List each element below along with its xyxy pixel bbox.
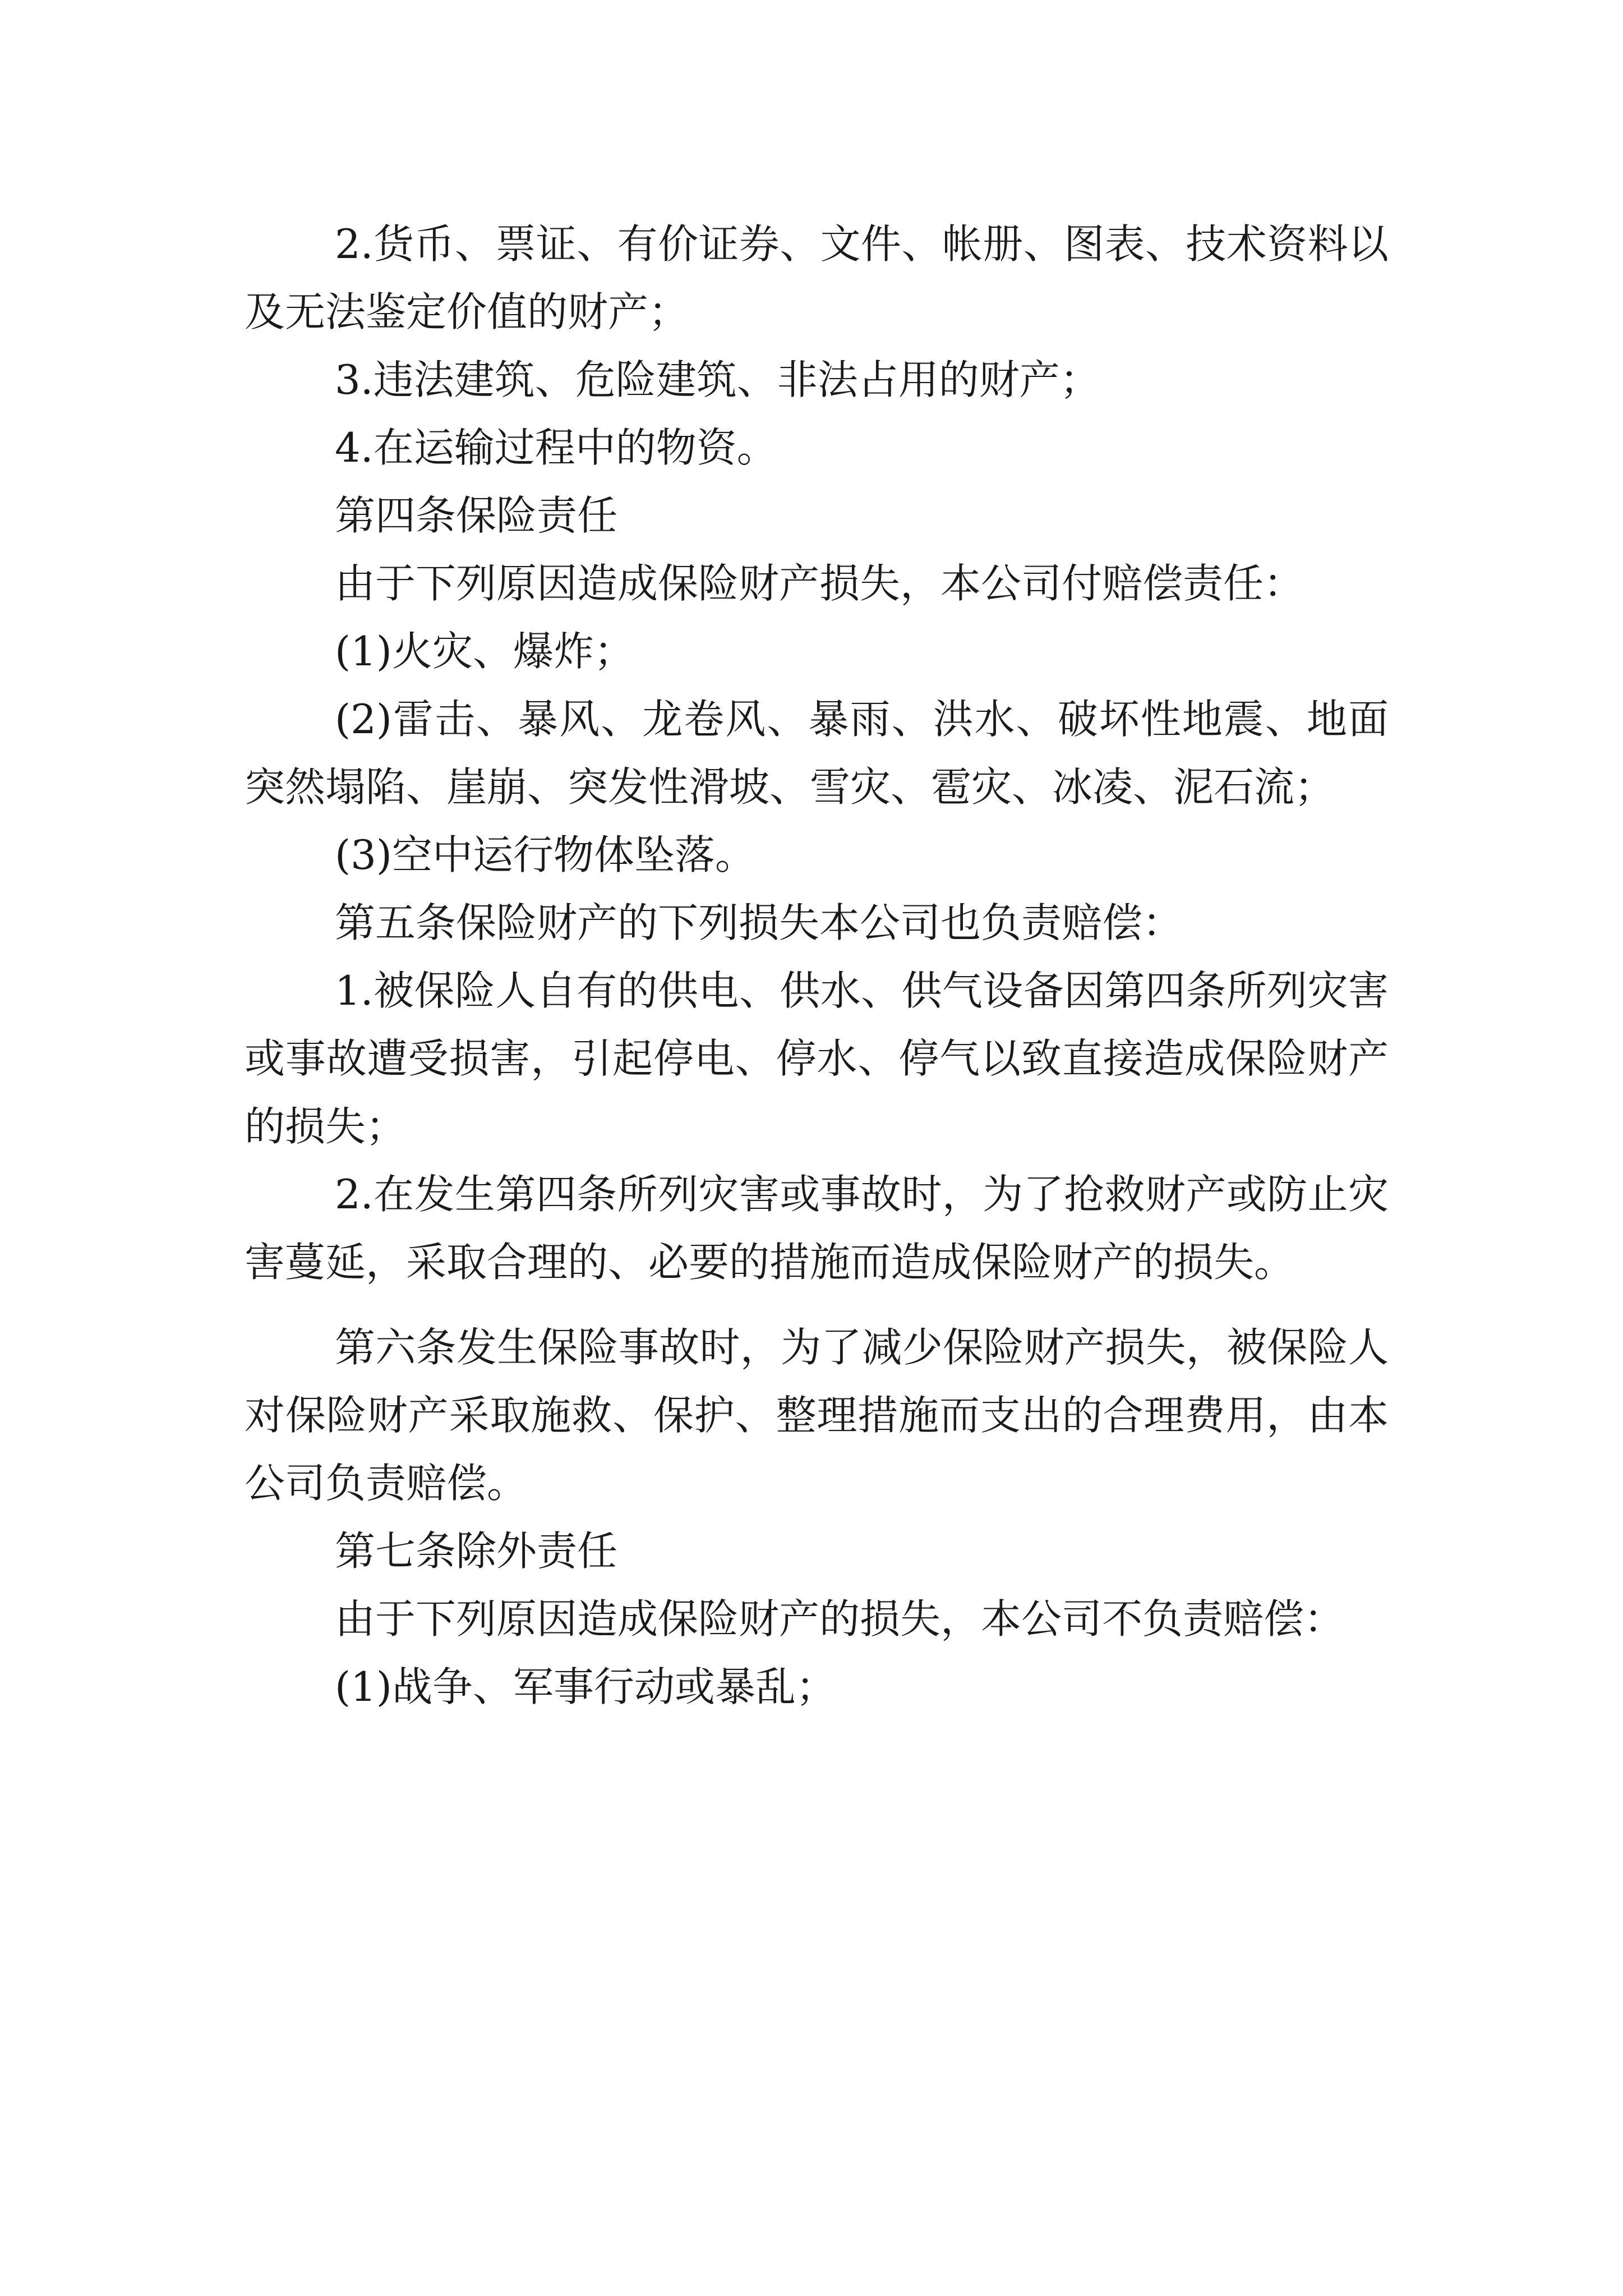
article-7-intro: 由于下列原因造成保险财产的损失，本公司不负责赔偿：	[335, 1595, 1345, 1642]
paragraph-item-2-currency: 2.货币、票证、有价证券、文件、帐册、图表、技术资料以及无法鉴定价值的财产；	[245, 220, 1389, 335]
article-7-heading: 第七条除外责任	[335, 1527, 618, 1575]
article-4-item-2: (2)雷击、暴风、龙卷风、暴雨、洪水、破坏性地震、地面突然塌陷、崖崩、突发性滑坡、雪灾、雹灾、冰凌、泥石流；	[245, 696, 1389, 811]
article-7-item-1: (1)战争、军事行动或暴乱；	[335, 1663, 836, 1710]
paragraph-item-3-illegal-buildings: 3.违法建筑、危险建筑、非法占用的财产；	[335, 356, 1100, 403]
paragraph-item-4-goods-in-transit: 4.在运输过程中的物资。	[335, 424, 777, 471]
article-4-heading: 第四条保险责任	[335, 492, 618, 539]
article-6-text: 第六条发生保险事故时，为了减少保险财产损失，被保险人对保险财产采取施救、保护、整理措施而支出的合理费用，由本公司负责赔偿。	[245, 1324, 1389, 1507]
article-5-item-2: 2.在发生第四条所列灾害或事故时，为了抢救财产或防止灾害蔓延，采取合理的、必要的措施而造成保险财产的损失。	[245, 1171, 1389, 1286]
article-4-item-3: (3)空中运行物体坠落。	[335, 831, 755, 878]
article-4-intro: 由于下列原因造成保险财产损失，本公司付赔偿责任：	[335, 560, 1304, 607]
document-body	[245, 210, 1389, 1721]
article-4-item-1: (1)火灾、爆炸；	[335, 628, 634, 675]
article-5-heading: 第五条保险财产的下列损失本公司也负责赔偿：	[335, 899, 1183, 946]
article-5-item-1: 1.被保险人自有的供电、供水、供气设备因第四条所列灾害或事故遭受损害，引起停电、停水、停气以致直接造成保险财产的损失；	[245, 967, 1389, 1150]
